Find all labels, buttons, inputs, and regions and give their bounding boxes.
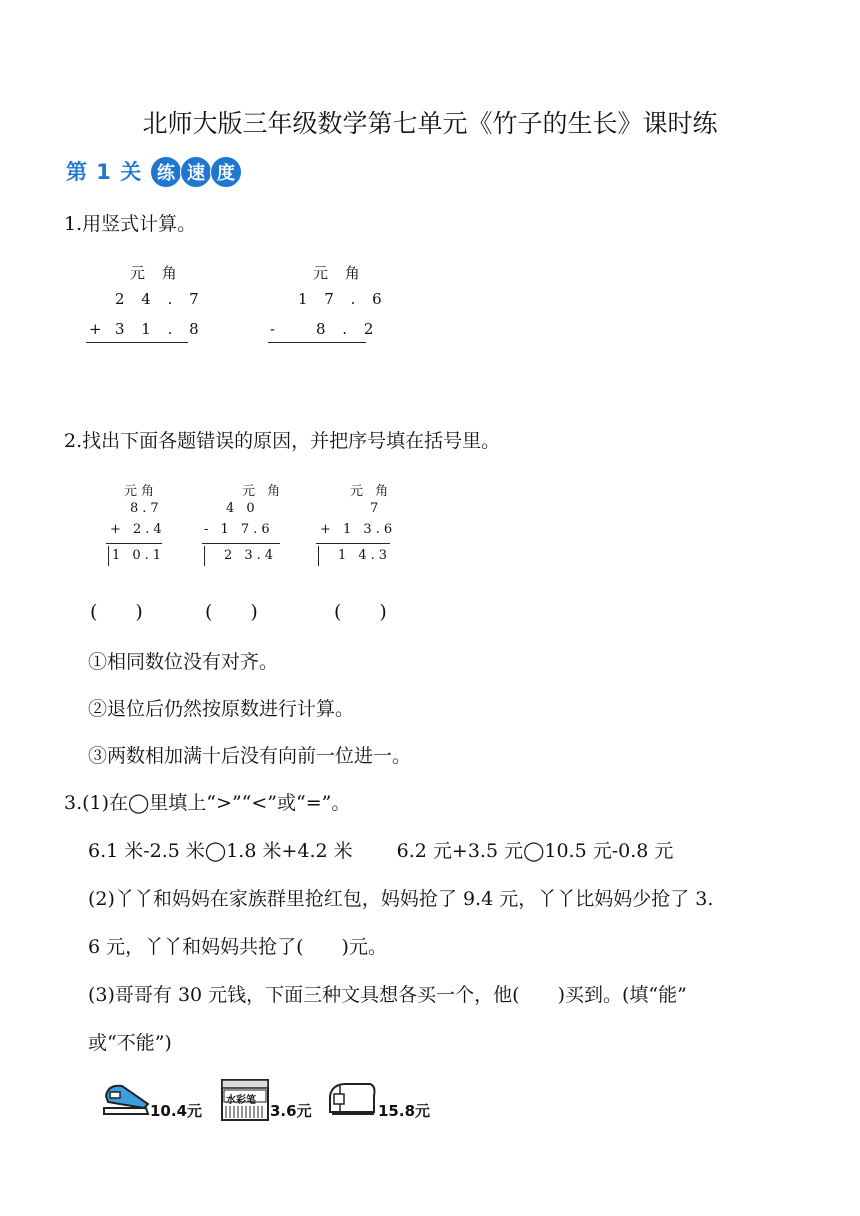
- watercolor-pens-price: 3.6元: [270, 1102, 312, 1120]
- badge-su: 速: [180, 156, 212, 188]
- question-3-part-2-line-1: (2)丫丫和妈妈在家族群里抢红包，妈妈抢了 9.4 元，丫丫比妈妈少抢了 3.: [88, 888, 714, 910]
- calc-result: 2 3.4: [224, 548, 278, 563]
- calc-row-1: 1 7 . 6: [298, 290, 388, 308]
- calc-header: 元 角: [350, 484, 393, 499]
- calc-header: 元角: [124, 484, 159, 499]
- calc-line: [86, 342, 188, 343]
- watercolor-pens-label: 水彩笔: [226, 1095, 256, 1106]
- calc-row-1: 4 0: [226, 501, 259, 516]
- calc-row-1: 8.7: [130, 501, 163, 516]
- question-3-part-2-line-2: 6 元，丫丫和妈妈共抢了( )元。: [88, 936, 387, 958]
- section-badges: [150, 156, 240, 188]
- calc-result: 1 0.1: [112, 548, 166, 563]
- calc-row-2: + 2.4: [110, 522, 166, 537]
- page-title: 北师大版三年级数学第七单元《竹子的生长》课时练: [142, 109, 718, 138]
- answer-bracket-2[interactable]: ( ): [205, 601, 258, 623]
- stapler-icon: [100, 1078, 152, 1120]
- badge-du: 度: [210, 156, 242, 188]
- calc-line: [202, 543, 280, 544]
- reason-option-2: ②退位后仍然按原数进行计算。: [88, 698, 355, 720]
- section-label: 第 1 关: [66, 160, 143, 184]
- calc-row-2: - 1 7.6: [204, 522, 274, 537]
- calc-bar: [204, 546, 205, 566]
- calc-header: 元 角: [242, 484, 285, 499]
- calc-row-2: 8 . 2: [316, 320, 380, 338]
- calc-line: [316, 543, 390, 544]
- answer-bracket-1[interactable]: ( ): [90, 601, 143, 623]
- reason-option-1: ①相同数位没有对齐。: [88, 651, 279, 673]
- calc-line: [106, 543, 162, 544]
- stapler-price: 10.4元: [150, 1102, 203, 1120]
- calc-row-2: + 1 3.6: [320, 522, 397, 537]
- question-1-text: 1.用竖式计算。: [64, 213, 197, 235]
- answer-bracket-3[interactable]: ( ): [334, 601, 387, 623]
- pencil-case-price: 15.8元: [378, 1102, 431, 1120]
- calc-operator: +: [89, 320, 108, 338]
- calc-row-1: 2 4 . 7: [115, 290, 205, 308]
- calc-result: 1 4.3: [338, 548, 392, 563]
- calc-line: [268, 342, 366, 343]
- pencil-case-icon: [326, 1080, 378, 1120]
- calc-header: 元 角: [313, 264, 366, 282]
- question-3-part-3-line-2: 或“不能”): [88, 1032, 172, 1054]
- reason-option-3: ③两数相加满十后没有向前一位进一。: [88, 745, 412, 767]
- calc-header: 元 角: [130, 264, 183, 282]
- question-2-text: 2.找出下面各题错误的原因，并把序号填在括号里。: [64, 430, 501, 452]
- calc-row-2: 3 1 . 8: [115, 320, 205, 338]
- question-3-part-1: 3.(1)在◯里填上“>”“<”或“=”。: [64, 792, 351, 814]
- badge-lian: 练: [150, 156, 182, 188]
- calc-bar: [108, 546, 109, 566]
- question-3-compare-items: 6.1 米-2.5 米◯1.8 米+4.2 米 6.2 元+3.5 元◯10.5 元-0.8 元: [88, 840, 674, 862]
- calc-bar: [318, 546, 319, 566]
- question-3-part-3-line-1: (3)哥哥有 30 元钱，下面三种文具想各买一个，他( )买到。(填“能”: [88, 984, 687, 1006]
- calc-row-1: 7: [370, 501, 383, 516]
- calc-operator: -: [270, 320, 282, 338]
